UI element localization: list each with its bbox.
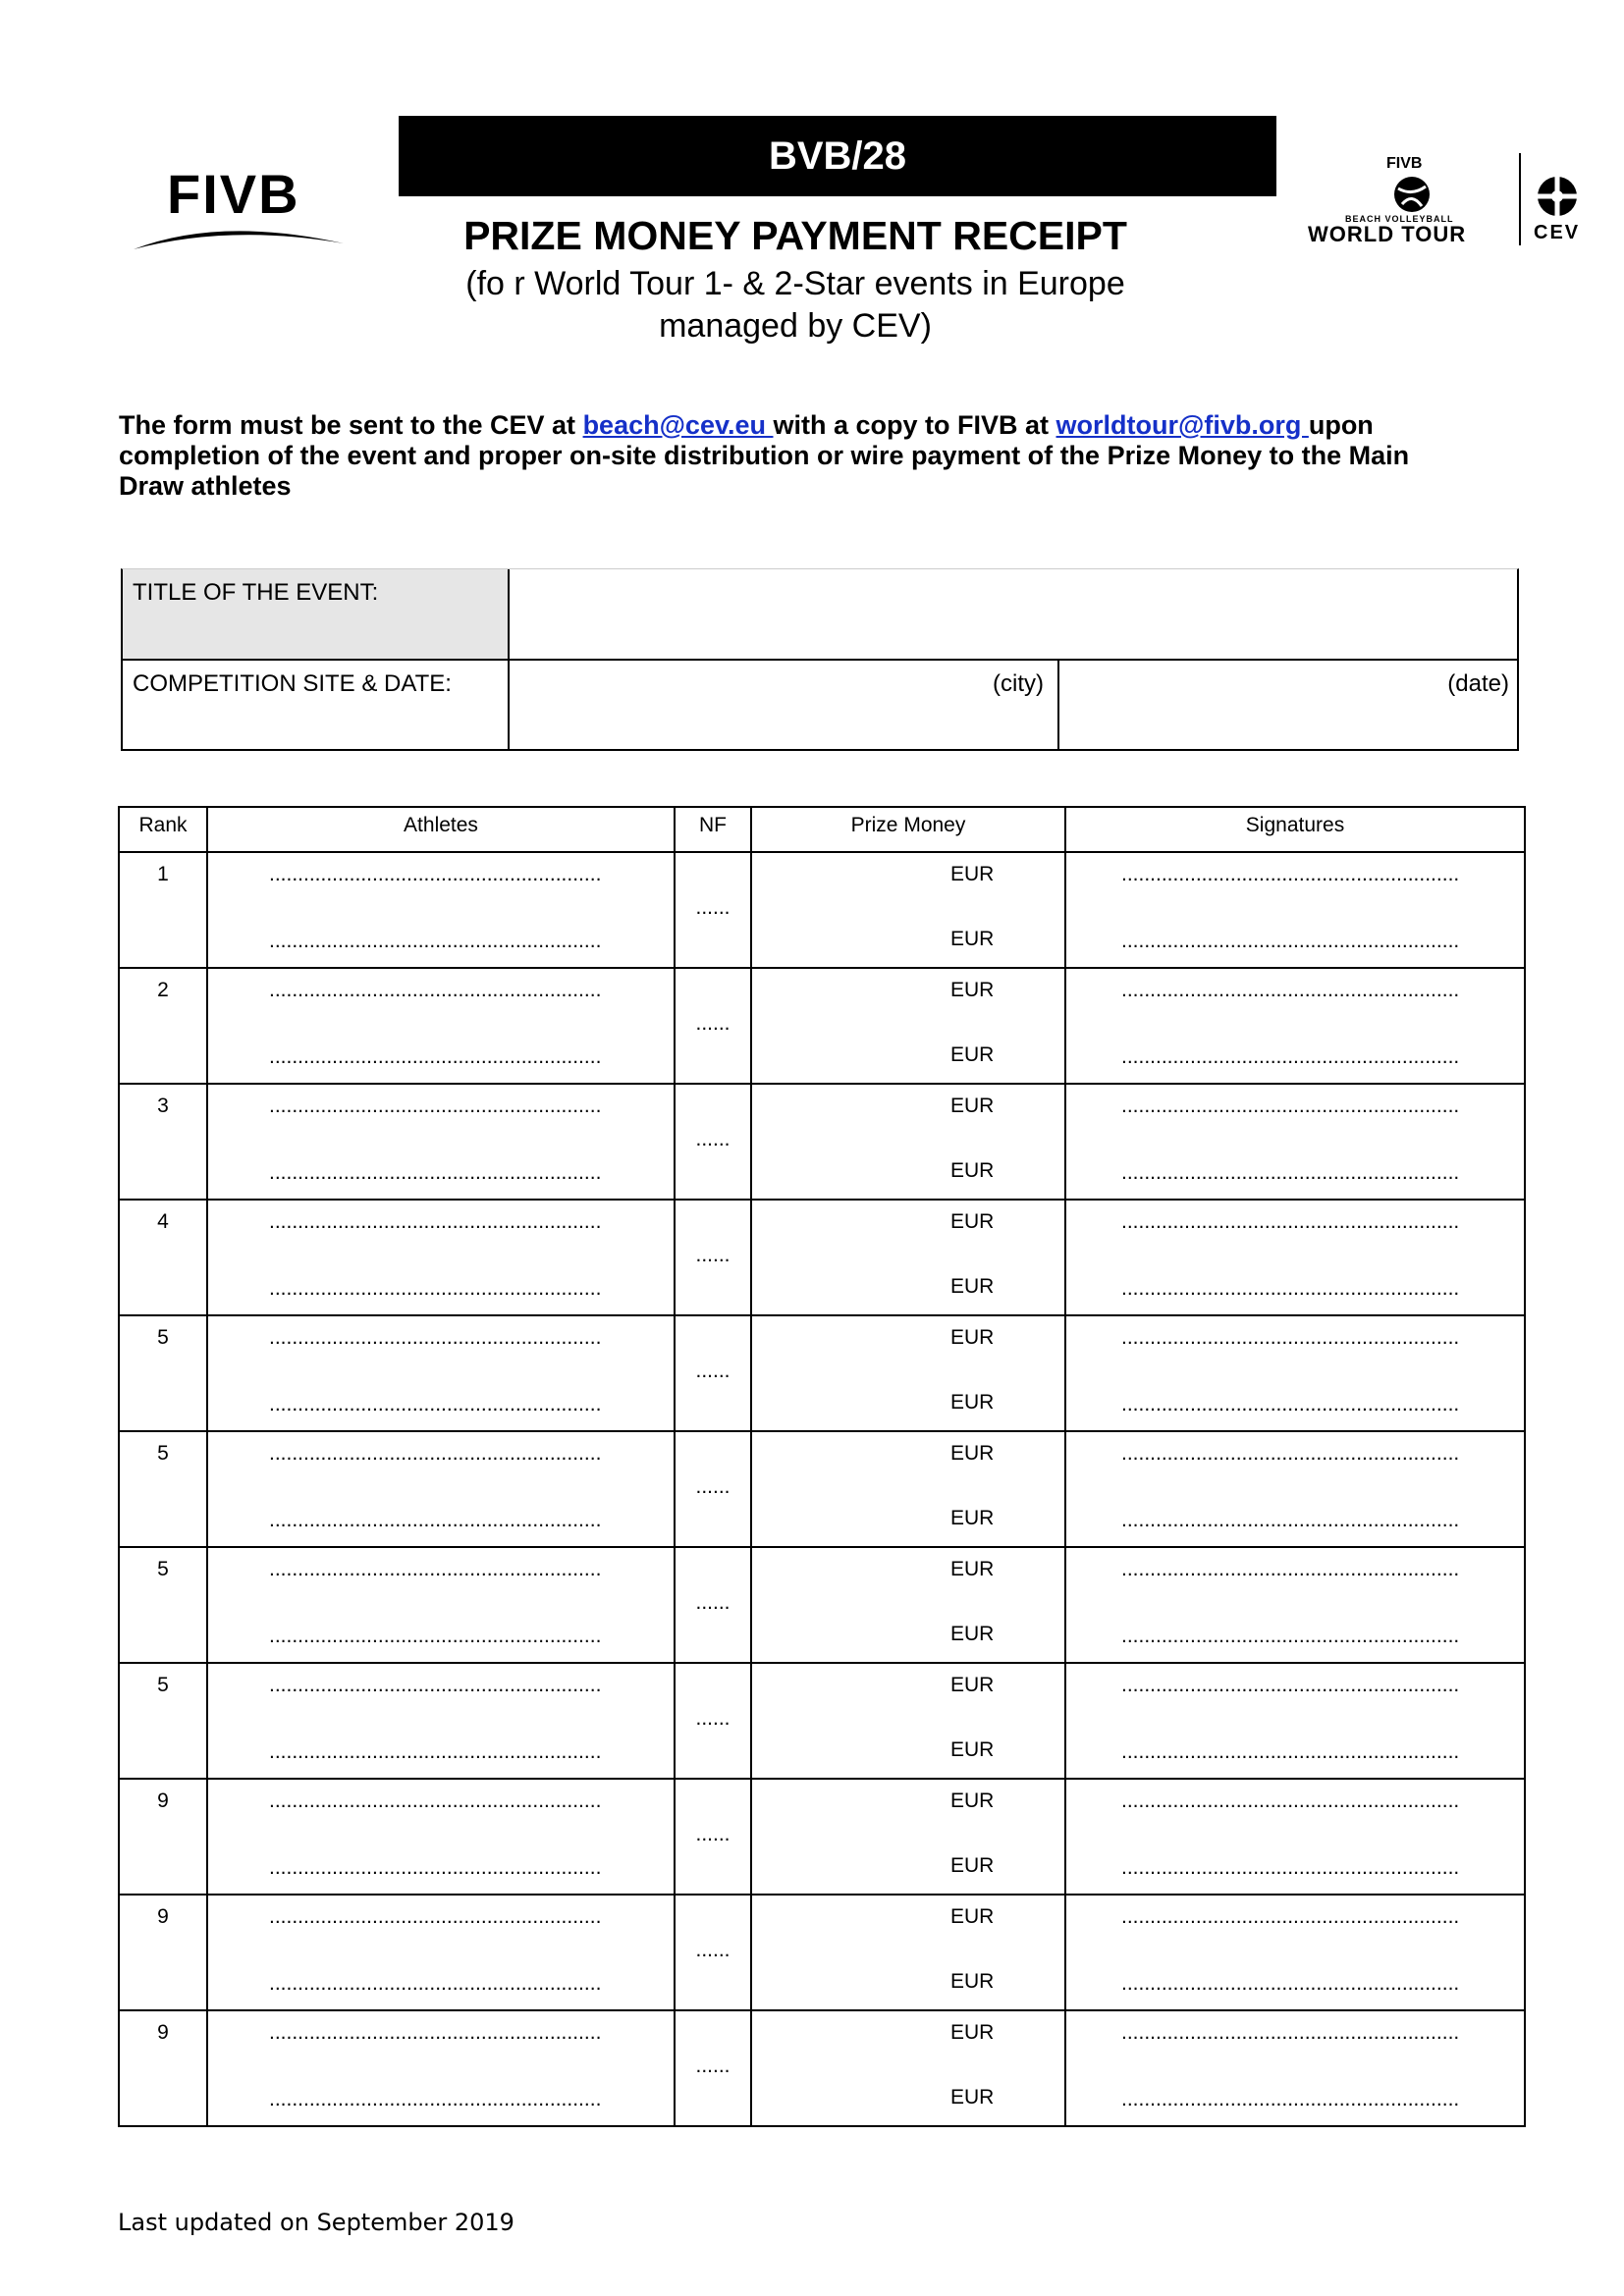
athlete-2-line[interactable]: .......................................................... bbox=[269, 1856, 602, 1879]
rank-cell: 1 bbox=[119, 852, 207, 968]
currency-label-1: EUR bbox=[950, 1095, 995, 1117]
rank-cell: 4 bbox=[119, 1200, 207, 1315]
header-prize-money: Prize Money bbox=[751, 807, 1065, 852]
nf-cell[interactable] bbox=[675, 1547, 751, 1663]
table-row bbox=[119, 1084, 1525, 1200]
nf-line[interactable]: ...... bbox=[695, 896, 731, 919]
nf-cell[interactable] bbox=[675, 1779, 751, 1895]
signature-1-line[interactable]: ........................................................... bbox=[1121, 2021, 1460, 2044]
nf-line[interactable]: ...... bbox=[695, 1360, 731, 1382]
currency-label-2: EUR bbox=[950, 2086, 995, 2109]
signature-2-line[interactable]: ........................................................... bbox=[1121, 1277, 1460, 1300]
athlete-1-line[interactable]: .......................................................... bbox=[269, 2021, 602, 2044]
signature-1-line[interactable]: ........................................................... bbox=[1121, 1905, 1460, 1928]
nf-line[interactable]: ...... bbox=[695, 1012, 731, 1035]
nf-cell[interactable] bbox=[675, 1895, 751, 2010]
competition-site-label-text: COMPETITION SITE & DATE: bbox=[133, 670, 452, 697]
table-row bbox=[119, 852, 1525, 968]
athlete-2-line[interactable]: .......................................................... bbox=[269, 1277, 602, 1300]
rank-cell: 3 bbox=[119, 1084, 207, 1200]
signature-1-line[interactable]: ........................................................... bbox=[1121, 1210, 1460, 1233]
nf-line[interactable]: ...... bbox=[695, 1707, 731, 1730]
rank-cell: 9 bbox=[119, 1779, 207, 1895]
signature-1-line[interactable]: ........................................................... bbox=[1121, 863, 1460, 885]
athlete-1-line[interactable]: .......................................................... bbox=[269, 1442, 602, 1465]
signatures-cell[interactable] bbox=[1065, 1084, 1525, 1200]
currency-label-1: EUR bbox=[950, 2021, 995, 2044]
fivb-logo-wordmark: FIVB bbox=[167, 163, 300, 225]
signature-1-line[interactable]: ........................................................... bbox=[1121, 1558, 1460, 1580]
cev-mark-icon bbox=[1536, 175, 1579, 218]
nf-cell[interactable] bbox=[675, 852, 751, 968]
prize-money-cell[interactable] bbox=[751, 1779, 1065, 1895]
nf-line[interactable]: ...... bbox=[695, 2055, 731, 2077]
currency-label-1: EUR bbox=[950, 863, 995, 885]
signature-2-line[interactable]: ........................................................... bbox=[1121, 1972, 1460, 1995]
table-header-row bbox=[119, 807, 1525, 852]
currency-label-2: EUR bbox=[950, 928, 995, 950]
currency-label-2: EUR bbox=[950, 1738, 995, 1761]
signature-1-line[interactable]: ........................................................... bbox=[1121, 1442, 1460, 1465]
signatures-cell[interactable] bbox=[1065, 968, 1525, 1084]
currency-label-1: EUR bbox=[950, 1674, 995, 1696]
signature-2-line[interactable]: ........................................................... bbox=[1121, 1045, 1460, 1068]
rank-cell: 5 bbox=[119, 1547, 207, 1663]
athlete-2-line[interactable]: .......................................................... bbox=[269, 1625, 602, 1647]
event-title-field[interactable] bbox=[508, 568, 1519, 661]
currency-label-2: EUR bbox=[950, 1854, 995, 1877]
nf-line[interactable]: ...... bbox=[695, 1823, 731, 1845]
signature-2-line[interactable]: ........................................................... bbox=[1121, 1509, 1460, 1531]
logo-divider bbox=[1519, 153, 1521, 245]
currency-label-1: EUR bbox=[950, 979, 995, 1001]
date-field[interactable] bbox=[1057, 659, 1519, 751]
instructions-part-2: with a copy to FIVB at bbox=[773, 410, 1056, 440]
athletes-cell[interactable] bbox=[207, 852, 675, 968]
athlete-1-line[interactable]: .......................................................... bbox=[269, 1095, 602, 1117]
nf-line[interactable]: ...... bbox=[695, 1244, 731, 1266]
currency-label-2: EUR bbox=[950, 1507, 995, 1529]
athlete-1-line[interactable]: .......................................................... bbox=[269, 1905, 602, 1928]
wt-logo-fivb: FIVB bbox=[1386, 155, 1423, 172]
athlete-2-line[interactable]: .......................................................... bbox=[269, 1393, 602, 1415]
prize-money-cell[interactable] bbox=[751, 968, 1065, 1084]
nf-cell[interactable] bbox=[675, 1663, 751, 1779]
signature-1-line[interactable]: ........................................................... bbox=[1121, 1674, 1460, 1696]
instructions-part-3: upon completion of the event and proper on-site distribution or wire payment of the Prize Money to the Main Draw athletes bbox=[119, 410, 1410, 501]
athlete-1-line[interactable]: .......................................................... bbox=[269, 1789, 602, 1812]
header-rank: Rank bbox=[119, 807, 207, 852]
world-tour-cev-logo bbox=[1306, 153, 1591, 251]
nf-line[interactable]: ...... bbox=[695, 1591, 731, 1614]
nf-line[interactable]: ...... bbox=[695, 1128, 731, 1150]
currency-label-1: EUR bbox=[950, 1558, 995, 1580]
nf-cell[interactable] bbox=[675, 968, 751, 1084]
prize-table-body bbox=[119, 852, 1525, 2126]
page-title: PRIZE MONEY PAYMENT RECEIPT bbox=[463, 213, 1127, 258]
city-hint: (city) bbox=[993, 670, 1044, 697]
prize-money-cell[interactable] bbox=[751, 1084, 1065, 1200]
athletes-cell[interactable] bbox=[207, 1315, 675, 1431]
table-row bbox=[119, 1431, 1525, 1547]
nf-line[interactable]: ...... bbox=[695, 1939, 731, 1961]
nf-cell[interactable] bbox=[675, 1084, 751, 1200]
currency-label-2: EUR bbox=[950, 1623, 995, 1645]
event-title-label bbox=[121, 568, 510, 661]
signature-2-line[interactable]: ........................................................... bbox=[1121, 2088, 1460, 2110]
currency-label-2: EUR bbox=[950, 1970, 995, 1993]
athlete-1-line[interactable]: .......................................................... bbox=[269, 1674, 602, 1696]
nf-cell[interactable] bbox=[675, 1200, 751, 1315]
athlete-1-line[interactable]: .......................................................... bbox=[269, 1326, 602, 1349]
instructions-text bbox=[119, 410, 1454, 502]
athletes-cell[interactable] bbox=[207, 968, 675, 1084]
volleyball-icon bbox=[1392, 175, 1432, 214]
athlete-2-line[interactable]: .......................................................... bbox=[269, 930, 602, 952]
prize-money-cell[interactable] bbox=[751, 1200, 1065, 1315]
signature-2-line[interactable]: ........................................................... bbox=[1121, 1740, 1460, 1763]
athlete-2-line[interactable]: .......................................................... bbox=[269, 1045, 602, 1068]
prize-money-cell[interactable] bbox=[751, 1547, 1065, 1663]
signature-2-line[interactable]: ........................................................... bbox=[1121, 1393, 1460, 1415]
prize-money-cell[interactable] bbox=[751, 1895, 1065, 2010]
athlete-2-line[interactable]: .......................................................... bbox=[269, 1161, 602, 1184]
header-athletes: Athletes bbox=[207, 807, 675, 852]
subtitle-line-1: (fo r World Tour 1- & 2-Star events in Europe bbox=[465, 265, 1125, 302]
prize-money-table bbox=[118, 806, 1526, 2127]
signatures-cell[interactable] bbox=[1065, 1663, 1525, 1779]
athletes-cell[interactable] bbox=[207, 1431, 675, 1547]
athletes-cell[interactable] bbox=[207, 1779, 675, 1895]
nf-cell[interactable] bbox=[675, 1431, 751, 1547]
table-row bbox=[119, 1663, 1525, 1779]
athletes-cell[interactable] bbox=[207, 1084, 675, 1200]
nf-cell[interactable] bbox=[675, 2010, 751, 2126]
prize-money-cell[interactable] bbox=[751, 1663, 1065, 1779]
rank-cell: 5 bbox=[119, 1663, 207, 1779]
wt-logo-beach-volleyball: BEACH VOLLEYBALL bbox=[1345, 214, 1454, 224]
signatures-cell[interactable] bbox=[1065, 2010, 1525, 2126]
rank-cell: 9 bbox=[119, 1895, 207, 2010]
competition-site-label bbox=[121, 659, 510, 751]
currency-label-1: EUR bbox=[950, 1905, 995, 1928]
table-row bbox=[119, 1779, 1525, 1895]
prize-money-cell[interactable] bbox=[751, 1315, 1065, 1431]
event-title-label-text: TITLE OF THE EVENT: bbox=[133, 579, 379, 606]
signature-2-line[interactable]: ........................................................... bbox=[1121, 930, 1460, 952]
header-nf: NF bbox=[675, 807, 751, 852]
rank-cell: 9 bbox=[119, 2010, 207, 2126]
fivb-logo-swoosh bbox=[132, 214, 348, 253]
signature-2-line[interactable]: ........................................................... bbox=[1121, 1625, 1460, 1647]
signature-2-line[interactable]: ........................................................... bbox=[1121, 1856, 1460, 1879]
wt-logo-cev: CEV bbox=[1534, 222, 1581, 243]
currency-label-2: EUR bbox=[950, 1391, 995, 1414]
header-signatures: Signatures bbox=[1065, 807, 1525, 852]
doc-code: BVB/28 bbox=[768, 133, 907, 178]
page-subtitle bbox=[399, 263, 1192, 347]
table-row bbox=[119, 2010, 1525, 2126]
signature-1-line[interactable]: ........................................................... bbox=[1121, 1789, 1460, 1812]
prize-money-cell[interactable] bbox=[751, 1431, 1065, 1547]
fivb-email-link[interactable]: worldtour@fivb.org bbox=[1056, 410, 1309, 440]
signatures-cell[interactable] bbox=[1065, 852, 1525, 968]
athletes-cell[interactable] bbox=[207, 1895, 675, 2010]
signatures-cell[interactable] bbox=[1065, 1895, 1525, 2010]
table-row bbox=[119, 1200, 1525, 1315]
signatures-cell[interactable] bbox=[1065, 1431, 1525, 1547]
nf-cell[interactable] bbox=[675, 1315, 751, 1431]
currency-label-2: EUR bbox=[950, 1043, 995, 1066]
currency-label-2: EUR bbox=[950, 1275, 995, 1298]
subtitle-line-2: managed by CEV) bbox=[659, 307, 932, 345]
athletes-cell[interactable] bbox=[207, 1663, 675, 1779]
table-row bbox=[119, 1547, 1525, 1663]
fivb-logo bbox=[132, 165, 348, 253]
rank-cell: 5 bbox=[119, 1431, 207, 1547]
nf-line[interactable]: ...... bbox=[695, 1475, 731, 1498]
table-row bbox=[119, 968, 1525, 1084]
athlete-1-line[interactable]: .......................................................... bbox=[269, 1558, 602, 1580]
athlete-1-line[interactable]: .......................................................... bbox=[269, 863, 602, 885]
signatures-cell[interactable] bbox=[1065, 1315, 1525, 1431]
table-row bbox=[119, 1895, 1525, 2010]
table-row bbox=[119, 1315, 1525, 1431]
prize-money-cell[interactable] bbox=[751, 2010, 1065, 2126]
signature-1-line[interactable]: ........................................................... bbox=[1121, 1326, 1460, 1349]
instructions-part-1: The form must be sent to the CEV at bbox=[119, 410, 583, 440]
currency-label-1: EUR bbox=[950, 1210, 995, 1233]
athlete-1-line[interactable]: .......................................................... bbox=[269, 979, 602, 1001]
currency-label-1: EUR bbox=[950, 1789, 995, 1812]
date-hint: (date) bbox=[1447, 670, 1509, 697]
athletes-cell[interactable] bbox=[207, 1200, 675, 1315]
signatures-cell[interactable] bbox=[1065, 1547, 1525, 1663]
signatures-cell[interactable] bbox=[1065, 1779, 1525, 1895]
event-details-table bbox=[121, 568, 1519, 751]
prize-money-cell[interactable] bbox=[751, 852, 1065, 968]
athlete-2-line[interactable]: .......................................................... bbox=[269, 1509, 602, 1531]
city-field[interactable] bbox=[508, 659, 1059, 751]
signature-1-line[interactable]: ........................................................... bbox=[1121, 979, 1460, 1001]
rank-cell: 2 bbox=[119, 968, 207, 1084]
rank-cell: 5 bbox=[119, 1315, 207, 1431]
last-updated: Last updated on September 2019 bbox=[118, 2209, 514, 2236]
athletes-cell[interactable] bbox=[207, 2010, 675, 2126]
athlete-2-line[interactable]: .......................................................... bbox=[269, 1972, 602, 1995]
signature-1-line[interactable]: ........................................................... bbox=[1121, 1095, 1460, 1117]
signatures-cell[interactable] bbox=[1065, 1200, 1525, 1315]
currency-label-1: EUR bbox=[950, 1326, 995, 1349]
currency-label-2: EUR bbox=[950, 1159, 995, 1182]
athlete-1-line[interactable]: .......................................................... bbox=[269, 1210, 602, 1233]
currency-label-1: EUR bbox=[950, 1442, 995, 1465]
athlete-2-line[interactable]: .......................................................... bbox=[269, 2088, 602, 2110]
signature-2-line[interactable]: ........................................................... bbox=[1121, 1161, 1460, 1184]
athletes-cell[interactable] bbox=[207, 1547, 675, 1663]
athlete-2-line[interactable]: .......................................................... bbox=[269, 1740, 602, 1763]
cev-email-link[interactable]: beach@cev.eu bbox=[582, 410, 774, 440]
doc-code-bar bbox=[399, 116, 1276, 196]
wt-logo-world-tour: WORLD TOUR bbox=[1308, 222, 1467, 246]
